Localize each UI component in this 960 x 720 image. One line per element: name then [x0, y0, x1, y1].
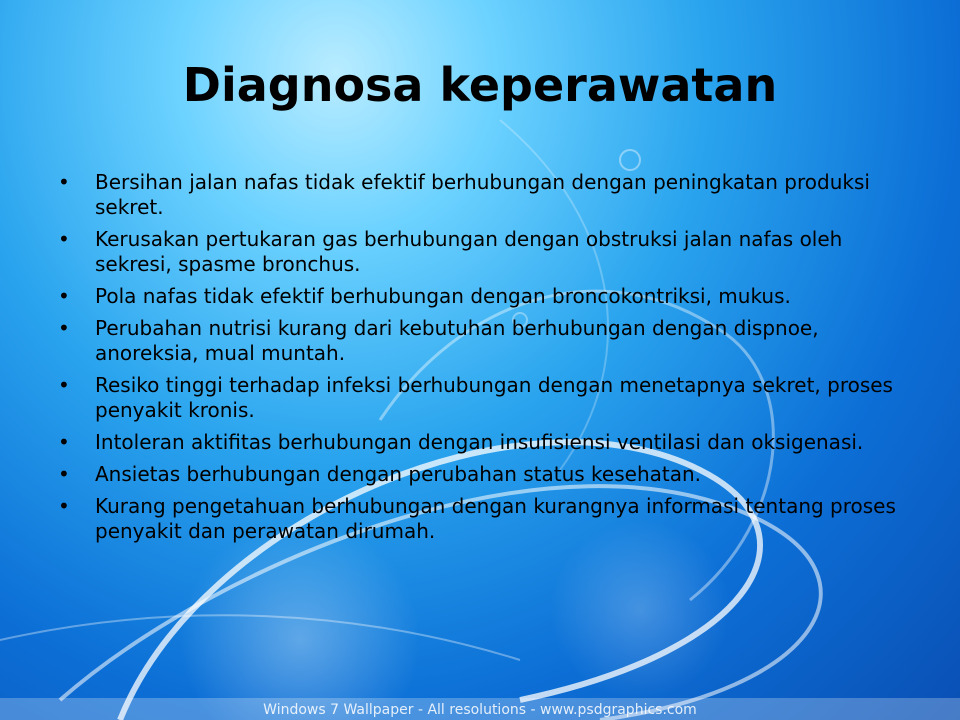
bullet-item	[58, 430, 908, 455]
bullet-dot-icon: •	[58, 373, 70, 397]
bullet-dot-icon: •	[58, 170, 70, 194]
bullet-list	[58, 170, 908, 551]
bullet-item	[58, 316, 908, 366]
bullet-text: Kurang pengetahuan berhubungan dengan kurangnya informasi tentang proses penyakit dan perawatan dirumah.	[95, 494, 896, 543]
bullet-item	[58, 284, 908, 309]
bullet-item	[58, 462, 908, 487]
bullet-text: Pola nafas tidak efektif berhubungan dengan broncokontriksi, mukus.	[95, 284, 791, 308]
bullet-text: Kerusakan pertukaran gas berhubungan dengan obstruksi jalan nafas oleh sekresi, spasme bronchus.	[95, 227, 843, 276]
bullet-dot-icon: •	[58, 462, 70, 486]
bullet-dot-icon: •	[58, 284, 70, 308]
bullet-text: Resiko tinggi terhadap infeksi berhubungan dengan menetapnya sekret, proses penyakit kronis.	[95, 373, 893, 422]
watermark-text: Windows 7 Wallpaper - All resolutions - www.psdgraphics.com	[263, 702, 697, 718]
bullet-text: Perubahan nutrisi kurang dari kebutuhan berhubungan dengan dispnoe, anoreksia, mual muntah.	[95, 316, 819, 365]
bullet-text: Bersihan jalan nafas tidak efektif berhubungan dengan peningkatan produksi sekret.	[95, 170, 870, 219]
bullet-dot-icon: •	[58, 430, 70, 454]
bullet-item	[58, 170, 908, 220]
slide-title: Diagnosa keperawatan	[182, 58, 778, 112]
bullet-text: Intoleran aktifitas berhubungan dengan insufisiensi ventilasi dan oksigenasi.	[95, 430, 864, 454]
bullet-dot-icon: •	[58, 227, 70, 251]
bullet-item	[58, 494, 908, 544]
bullet-dot-icon: •	[58, 316, 70, 340]
bullet-text: Ansietas berhubungan dengan perubahan status kesehatan.	[95, 462, 702, 486]
bullet-dot-icon: •	[58, 494, 70, 518]
bullet-item	[58, 227, 908, 277]
bullet-item	[58, 373, 908, 423]
